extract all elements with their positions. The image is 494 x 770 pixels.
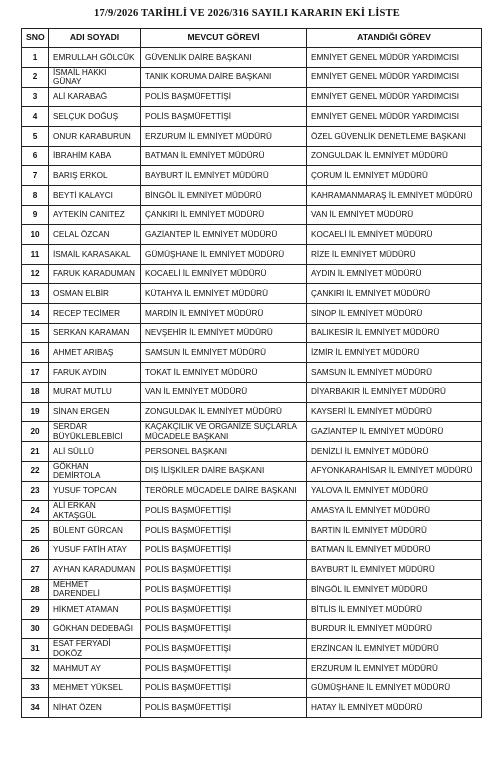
cell-name: FARUK AYDIN <box>49 363 141 383</box>
header-row <box>22 29 482 48</box>
cell-sno: 19 <box>22 402 49 422</box>
cell-assigned-position: KOCAELİ İL EMNİYET MÜDÜRÜ <box>307 225 482 245</box>
table-row <box>22 461 482 481</box>
cell-sno: 30 <box>22 619 49 639</box>
table-header <box>22 29 482 48</box>
cell-assigned-position: İZMİR İL EMNİYET MÜDÜRÜ <box>307 343 482 363</box>
cell-name: İBRAHİM KABA <box>49 146 141 166</box>
cell-sno: 6 <box>22 146 49 166</box>
cell-sno: 12 <box>22 264 49 284</box>
table-row <box>22 146 482 166</box>
cell-current-position: POLİS BAŞMÜFETTİŞİ <box>141 107 307 127</box>
cell-current-position: MARDİN İL EMNİYET MÜDÜRÜ <box>141 304 307 324</box>
table-row <box>22 264 482 284</box>
cell-current-position: TOKAT İL EMNİYET MÜDÜRÜ <box>141 363 307 383</box>
cell-sno: 3 <box>22 87 49 107</box>
cell-sno: 20 <box>22 422 49 442</box>
cell-name: ALİ KARABAĞ <box>49 87 141 107</box>
cell-assigned-position: BALIKESİR İL EMNİYET MÜDÜRÜ <box>307 323 482 343</box>
cell-current-position: BİNGÖL İL EMNİYET MÜDÜRÜ <box>141 185 307 205</box>
cell-assigned-position: SAMSUN İL EMNİYET MÜDÜRÜ <box>307 363 482 383</box>
cell-sno: 10 <box>22 225 49 245</box>
cell-sno: 1 <box>22 48 49 68</box>
cell-name: OSMAN ELBİR <box>49 284 141 304</box>
cell-assigned-position: BATMAN İL EMNİYET MÜDÜRÜ <box>307 540 482 560</box>
cell-current-position: POLİS BAŞMÜFETTİŞİ <box>141 560 307 580</box>
table-row <box>22 48 482 68</box>
cell-name: EMRULLAH GÖLCÜK <box>49 48 141 68</box>
cell-name: ONUR KARABURUN <box>49 126 141 146</box>
cell-current-position: BATMAN İL EMNİYET MÜDÜRÜ <box>141 146 307 166</box>
cell-name: SERKAN KARAMAN <box>49 323 141 343</box>
table-row <box>22 284 482 304</box>
cell-name: BARIŞ ERKOL <box>49 166 141 186</box>
cell-sno: 32 <box>22 659 49 679</box>
cell-assigned-position: ÖZEL GÜVENLİK DENETLEME BAŞKANI <box>307 126 482 146</box>
cell-current-position: DIŞ İLİŞKİLER DAİRE BAŞKANI <box>141 461 307 481</box>
cell-sno: 15 <box>22 323 49 343</box>
cell-current-position: BAYBURT İL EMNİYET MÜDÜRÜ <box>141 166 307 186</box>
table-body <box>22 48 482 718</box>
header-assigned-position: ATANDIĞI GÖREV <box>307 29 482 48</box>
cell-name: SELÇUK DOĞUŞ <box>49 107 141 127</box>
cell-assigned-position: SİNOP İL EMNİYET MÜDÜRÜ <box>307 304 482 324</box>
table-row <box>22 442 482 462</box>
cell-name: YUSUF TOPCAN <box>49 481 141 501</box>
table-row <box>22 639 482 659</box>
cell-assigned-position: GAZİANTEP İL EMNİYET MÜDÜRÜ <box>307 422 482 442</box>
cell-current-position: TANIK KORUMA DAİRE BAŞKANI <box>141 67 307 87</box>
table-row <box>22 245 482 265</box>
table-row <box>22 501 482 521</box>
cell-sno: 11 <box>22 245 49 265</box>
cell-assigned-position: GÜMÜŞHANE İL EMNİYET MÜDÜRÜ <box>307 678 482 698</box>
cell-sno: 9 <box>22 205 49 225</box>
cell-current-position: ÇANKIRI İL EMNİYET MÜDÜRÜ <box>141 205 307 225</box>
table-row <box>22 382 482 402</box>
cell-assigned-position: RİZE İL EMNİYET MÜDÜRÜ <box>307 245 482 265</box>
cell-current-position: POLİS BAŞMÜFETTİŞİ <box>141 619 307 639</box>
cell-sno: 26 <box>22 540 49 560</box>
cell-sno: 24 <box>22 501 49 521</box>
cell-current-position: POLİS BAŞMÜFETTİŞİ <box>141 540 307 560</box>
cell-assigned-position: EMNİYET GENEL MÜDÜR YARDIMCISI <box>307 67 482 87</box>
cell-current-position: ERZURUM İL EMNİYET MÜDÜRÜ <box>141 126 307 146</box>
cell-sno: 16 <box>22 343 49 363</box>
table-row <box>22 678 482 698</box>
cell-name: HİKMET ATAMAN <box>49 599 141 619</box>
cell-sno: 8 <box>22 185 49 205</box>
cell-name: MAHMUT AY <box>49 659 141 679</box>
table-row <box>22 87 482 107</box>
cell-assigned-position: AMASYA İL EMNİYET MÜDÜRÜ <box>307 501 482 521</box>
cell-name: MEHMET YÜKSEL <box>49 678 141 698</box>
cell-current-position: NEVŞEHİR İL EMNİYET MÜDÜRÜ <box>141 323 307 343</box>
cell-current-position: TERÖRLE MÜCADELE DAİRE BAŞKANI <box>141 481 307 501</box>
cell-assigned-position: ERZURUM İL EMNİYET MÜDÜRÜ <box>307 659 482 679</box>
table-row <box>22 560 482 580</box>
cell-current-position: GÜVENLİK DAİRE BAŞKANI <box>141 48 307 68</box>
cell-assigned-position: ZONGULDAK İL EMNİYET MÜDÜRÜ <box>307 146 482 166</box>
cell-assigned-position: ÇANKIRI İL EMNİYET MÜDÜRÜ <box>307 284 482 304</box>
cell-name: AYTEKİN CANITEZ <box>49 205 141 225</box>
cell-name: FARUK KARADUMAN <box>49 264 141 284</box>
table-row <box>22 402 482 422</box>
table-row <box>22 698 482 718</box>
cell-current-position: GAZİANTEP İL EMNİYET MÜDÜRÜ <box>141 225 307 245</box>
cell-current-position: VAN İL EMNİYET MÜDÜRÜ <box>141 382 307 402</box>
table-row <box>22 304 482 324</box>
cell-assigned-position: DENİZLİ İL EMNİYET MÜDÜRÜ <box>307 442 482 462</box>
header-name: ADI SOYADI <box>49 29 141 48</box>
cell-name: İSMAİL HAKKI GÜNAY <box>49 67 141 87</box>
header-current-position: MEVCUT GÖREVİ <box>141 29 307 48</box>
table-row <box>22 185 482 205</box>
cell-assigned-position: BİTLİS İL EMNİYET MÜDÜRÜ <box>307 599 482 619</box>
table-row <box>22 126 482 146</box>
cell-name: MEHMET DARENDELİ <box>49 580 141 600</box>
table-row <box>22 481 482 501</box>
header-sno: SNO <box>22 29 49 48</box>
cell-name: GÖKHAN DEDEBAĞI <box>49 619 141 639</box>
cell-sno: 23 <box>22 481 49 501</box>
cell-current-position: PERSONEL BAŞKANI <box>141 442 307 462</box>
cell-assigned-position: EMNİYET GENEL MÜDÜR YARDIMCISI <box>307 87 482 107</box>
table-row <box>22 107 482 127</box>
cell-sno: 14 <box>22 304 49 324</box>
cell-name: CELAL ÖZCAN <box>49 225 141 245</box>
table-row <box>22 205 482 225</box>
document-title: 17/9/2026 TARİHLİ VE 2026/316 SAYILI KARARIN EKİ LİSTE <box>94 8 400 19</box>
cell-current-position: POLİS BAŞMÜFETTİŞİ <box>141 659 307 679</box>
cell-sno: 25 <box>22 521 49 541</box>
table-row <box>22 599 482 619</box>
table-row <box>22 363 482 383</box>
cell-assigned-position: HATAY İL EMNİYET MÜDÜRÜ <box>307 698 482 718</box>
cell-sno: 33 <box>22 678 49 698</box>
table-row <box>22 166 482 186</box>
cell-name: ALİ SÜLLÜ <box>49 442 141 462</box>
table-row <box>22 323 482 343</box>
cell-name: YUSUF FATİH ATAY <box>49 540 141 560</box>
table-row <box>22 540 482 560</box>
cell-name: İSMAİL KARASAKAL <box>49 245 141 265</box>
cell-sno: 5 <box>22 126 49 146</box>
cell-current-position: SAMSUN İL EMNİYET MÜDÜRÜ <box>141 343 307 363</box>
table-row <box>22 521 482 541</box>
cell-sno: 17 <box>22 363 49 383</box>
cell-sno: 18 <box>22 382 49 402</box>
cell-name: BÜLENT GÜRCAN <box>49 521 141 541</box>
cell-assigned-position: VAN İL EMNİYET MÜDÜRÜ <box>307 205 482 225</box>
cell-name: BEYTİ KALAYCI <box>49 185 141 205</box>
appointment-table <box>21 28 482 718</box>
cell-sno: 29 <box>22 599 49 619</box>
table-row <box>22 619 482 639</box>
cell-current-position: GÜMÜŞHANE İL EMNİYET MÜDÜRÜ <box>141 245 307 265</box>
cell-assigned-position: KAHRAMANMARAŞ İL EMNİYET MÜDÜRÜ <box>307 185 482 205</box>
cell-assigned-position: DİYARBAKIR İL EMNİYET MÜDÜRÜ <box>307 382 482 402</box>
cell-name: AYHAN KARADUMAN <box>49 560 141 580</box>
cell-name: ALİ ERKAN AKTAŞGÜL <box>49 501 141 521</box>
cell-assigned-position: EMNİYET GENEL MÜDÜR YARDIMCISI <box>307 48 482 68</box>
table-row <box>22 343 482 363</box>
cell-sno: 13 <box>22 284 49 304</box>
cell-name: MURAT MUTLU <box>49 382 141 402</box>
cell-current-position: KOCAELİ İL EMNİYET MÜDÜRÜ <box>141 264 307 284</box>
table-row <box>22 659 482 679</box>
cell-sno: 21 <box>22 442 49 462</box>
cell-name: RECEP TECİMER <box>49 304 141 324</box>
cell-assigned-position: BARTIN İL EMNİYET MÜDÜRÜ <box>307 521 482 541</box>
cell-current-position: POLİS BAŞMÜFETTİŞİ <box>141 698 307 718</box>
cell-current-position: POLİS BAŞMÜFETTİŞİ <box>141 87 307 107</box>
cell-assigned-position: BURDUR İL EMNİYET MÜDÜRÜ <box>307 619 482 639</box>
cell-assigned-position: ÇORUM İL EMNİYET MÜDÜRÜ <box>307 166 482 186</box>
cell-current-position: KÜTAHYA İL EMNİYET MÜDÜRÜ <box>141 284 307 304</box>
cell-sno: 31 <box>22 639 49 659</box>
cell-sno: 7 <box>22 166 49 186</box>
cell-current-position: ZONGULDAK İL EMNİYET MÜDÜRÜ <box>141 402 307 422</box>
table-row <box>22 580 482 600</box>
cell-assigned-position: AFYONKARAHİSAR İL EMNİYET MÜDÜRÜ <box>307 461 482 481</box>
cell-name: NİHAT ÖZEN <box>49 698 141 718</box>
cell-name: AHMET ARIBAŞ <box>49 343 141 363</box>
cell-name: SERDAR BÜYÜKLEBLEBİCİ <box>49 422 141 442</box>
cell-assigned-position: KAYSERİ İL EMNİYET MÜDÜRÜ <box>307 402 482 422</box>
cell-assigned-position: BİNGÖL İL EMNİYET MÜDÜRÜ <box>307 580 482 600</box>
cell-sno: 28 <box>22 580 49 600</box>
cell-current-position: POLİS BAŞMÜFETTİŞİ <box>141 599 307 619</box>
cell-name: ESAT FERYADİ DOKÖZ <box>49 639 141 659</box>
table-row <box>22 67 482 87</box>
cell-assigned-position: YALOVA İL EMNİYET MÜDÜRÜ <box>307 481 482 501</box>
cell-sno: 34 <box>22 698 49 718</box>
cell-current-position: POLİS BAŞMÜFETTİŞİ <box>141 521 307 541</box>
cell-current-position: KAÇAKÇILIK VE ORGANİZE SUÇLARLA MÜCADELE BAŞKANI <box>141 422 307 442</box>
cell-current-position: POLİS BAŞMÜFETTİŞİ <box>141 580 307 600</box>
table-row <box>22 422 482 442</box>
cell-sno: 27 <box>22 560 49 580</box>
cell-current-position: POLİS BAŞMÜFETTİŞİ <box>141 678 307 698</box>
cell-name: GÖKHAN DEMİRTOLA <box>49 461 141 481</box>
cell-sno: 2 <box>22 67 49 87</box>
cell-assigned-position: BAYBURT İL EMNİYET MÜDÜRÜ <box>307 560 482 580</box>
cell-current-position: POLİS BAŞMÜFETTİŞİ <box>141 639 307 659</box>
table-row <box>22 225 482 245</box>
cell-name: SİNAN ERGEN <box>49 402 141 422</box>
cell-assigned-position: EMNİYET GENEL MÜDÜR YARDIMCISI <box>307 107 482 127</box>
cell-sno: 4 <box>22 107 49 127</box>
cell-assigned-position: ERZİNCAN İL EMNİYET MÜDÜRÜ <box>307 639 482 659</box>
cell-assigned-position: AYDIN İL EMNİYET MÜDÜRÜ <box>307 264 482 284</box>
cell-current-position: POLİS BAŞMÜFETTİŞİ <box>141 501 307 521</box>
cell-sno: 22 <box>22 461 49 481</box>
